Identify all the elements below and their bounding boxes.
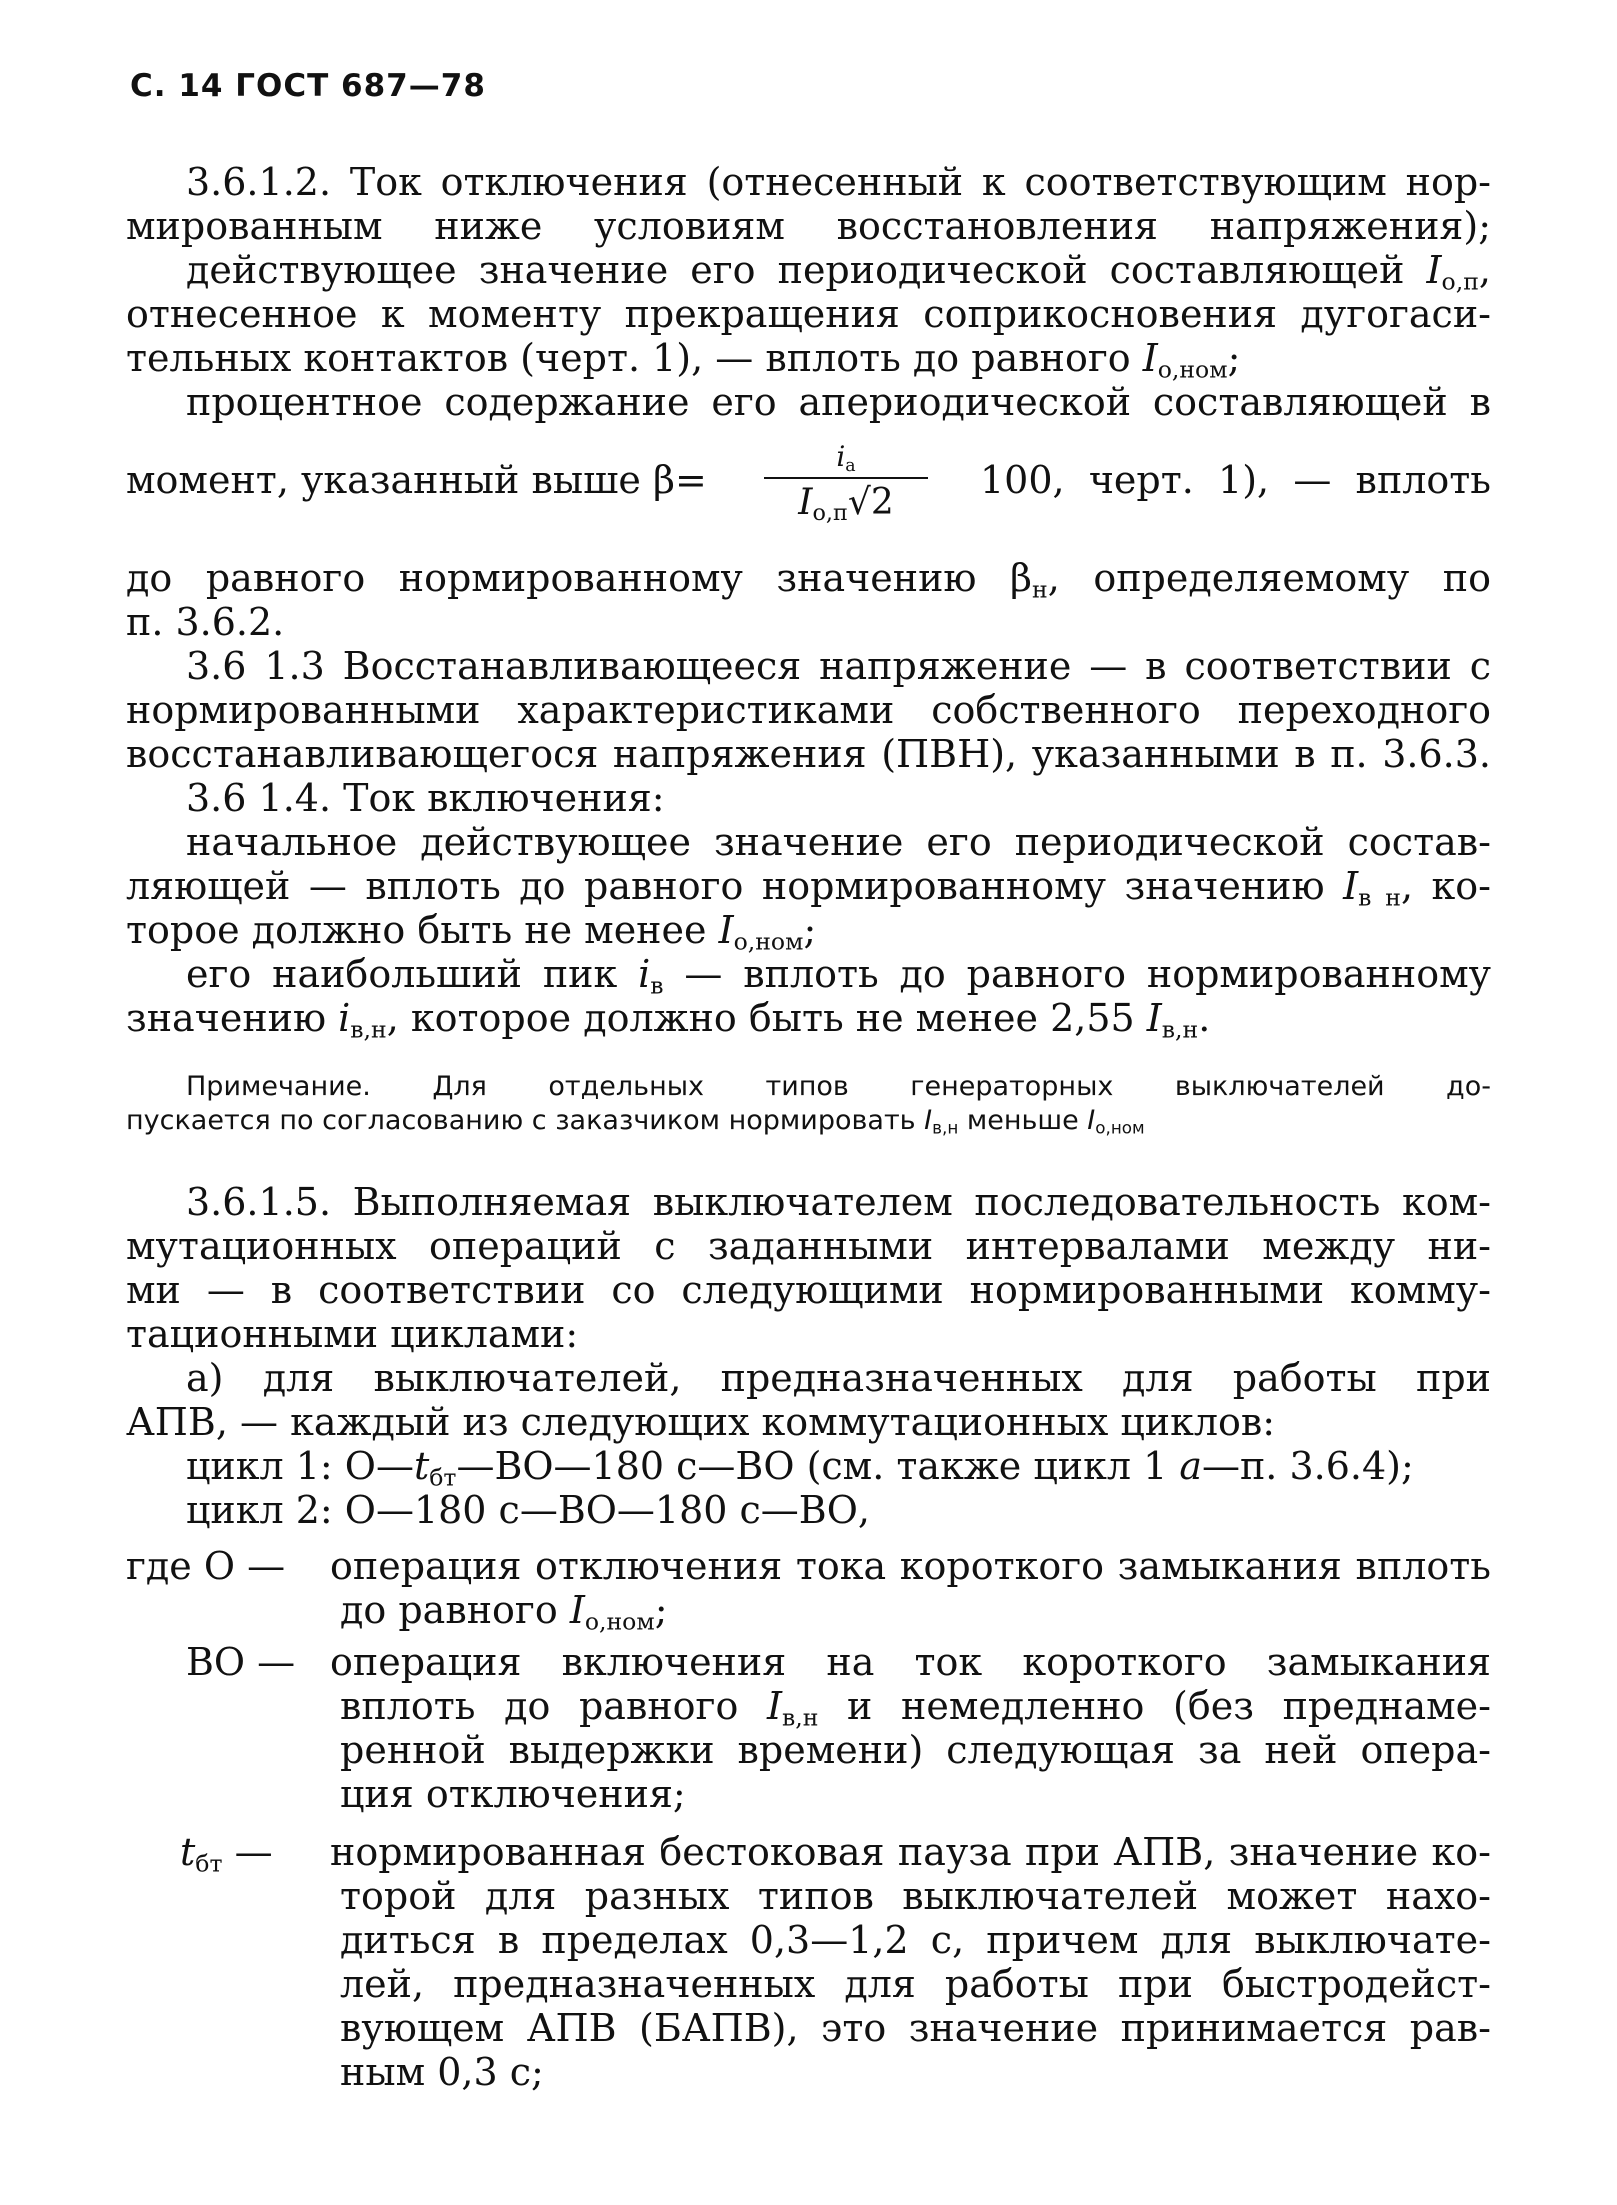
note-line2: пускается по согласованию с заказчиком нормировать $I_{в,н}$ меньше $I_{о,ном}$ <box>126 1105 1145 1138</box>
fraction-denominator: $I_{о,п}√2$ <box>798 482 894 527</box>
para-3612-line4: отнесенное к моменту прекращения соприкосновения дугогаси- <box>126 292 1491 336</box>
definition-vo-line1: операция включения на ток короткого замыкания <box>330 1640 1491 1684</box>
para-3614-line4: торое должно быть не менее $I_{о,ном}$; <box>126 908 817 956</box>
definition-tbt-line6: ным 0,3 с; <box>340 2050 544 2094</box>
para-3612-line2: мированным ниже условиям восстановления напряжения); <box>126 204 1491 248</box>
note-line1: Примечание. Для отдельных типов генераторных выключателей до- <box>186 1071 1491 1102</box>
para-3614-line5: его наибольший пик $i_в$ — вплоть до равного нормированному <box>186 952 1491 1000</box>
para-3612-line7b: 100, черт. 1), — вплоть <box>980 458 1491 502</box>
definition-tbt-line5: вующем АПВ (БАПВ), это значение принимается рав- <box>340 2006 1491 2050</box>
para-3612-line1: 3.6.1.2. Ток отключения (отнесенный к соответствующим нор- <box>186 160 1491 204</box>
definition-tbt-line1: нормированная бестоковая пауза при АПВ, значение ко- <box>330 1830 1491 1874</box>
definition-term-o: где О — <box>126 1544 286 1588</box>
definition-vo-line2: вплоть до равного $I_{в,н}$ и немедленно (без преднаме- <box>340 1684 1491 1732</box>
para-3614-line2: начальное действующее значение его периодической состав- <box>186 820 1491 864</box>
para-3615-line3: ми — в соответствии со следующими нормированными комму- <box>126 1268 1491 1312</box>
para-3615-line4: тационными циклами: <box>126 1312 579 1356</box>
para-3613-line3: восстанавливающегося напряжения (ПВН), указанными в п. 3.6.3. <box>126 732 1491 776</box>
para-3612-line8: до равного нормированному значению $\beta_н$, определяемому по <box>126 556 1491 604</box>
definition-tbt-line2: торой для разных типов выключателей может нахо- <box>340 1874 1491 1918</box>
cycle-2-line: цикл 2: О—180 с—ВО—180 с—ВО, <box>186 1488 870 1532</box>
page-header: С. 14 ГОСТ 687—78 <box>130 68 486 104</box>
para-3615-line6: АПВ, — каждый из следующих коммутационных циклов: <box>126 1400 1276 1444</box>
definition-tbt-line4: лей, предназначенных для работы при быстродейст- <box>340 1962 1491 2006</box>
para-3615-line1: 3.6.1.5. Выполняемая выключателем последовательность ком- <box>186 1180 1491 1224</box>
definition-vo-line4: ция отключения; <box>340 1772 686 1816</box>
para-3614-line1: 3.6 1.4. Ток включения: <box>186 776 665 820</box>
definition-vo-line3: ренной выдержки времени) следующая за ней опера- <box>340 1728 1491 1772</box>
fraction-numerator: $i_a$ <box>836 440 856 476</box>
para-3612-line5: тельных контактов (черт. 1), — вплоть до равного $I_{о,ном}$; <box>126 336 1241 384</box>
para-3613-line1: 3.6 1.3 Восстанавливающееся напряжение — в соответствии с <box>186 644 1491 688</box>
para-3613-line2: нормированными характеристиками собственного переходного <box>126 688 1491 732</box>
beta-formula-fraction <box>760 437 932 537</box>
definition-term-vo: ВО — <box>186 1640 296 1684</box>
para-3614-line3: ляющей — вплоть до равного нормированному значению $I_{в н}$, ко- <box>126 864 1491 912</box>
definition-o-line1: операция отключения тока короткого замыкания вплоть <box>330 1544 1491 1588</box>
cycle-1-line: цикл 1: $О—t_{бт}—ВО—180$ с—ВО (см. также цикл 1 а—п. 3.6.4); <box>186 1444 1414 1492</box>
para-3614-line6: значению $i_{в,н}$, которое должно быть не менее 2,55 $I_{в,н}$. <box>126 996 1211 1044</box>
definition-o-line2: до равного $I_{о,ном}$; <box>340 1588 668 1636</box>
para-3612-line7a: момент, указанный выше β= <box>126 458 707 502</box>
para-3612-line6: процентное содержание его апериодической составляющей в <box>186 380 1491 424</box>
para-3612-line9: п. 3.6.2. <box>126 600 285 644</box>
para-3615-line2: мутационных операций с заданными интервалами между ни- <box>126 1224 1491 1268</box>
definition-tbt-line3: диться в пределах 0,3—1,2 с, причем для выключате- <box>340 1918 1491 1962</box>
para-3612-line3: действующее значение его периодической составляющей $I_{о,п}$, <box>186 248 1491 296</box>
para-3615-line5: а) для выключателей, предназначенных для работы при <box>186 1356 1491 1400</box>
definition-term-tbt: $t_{бт}$ — <box>180 1830 273 1878</box>
